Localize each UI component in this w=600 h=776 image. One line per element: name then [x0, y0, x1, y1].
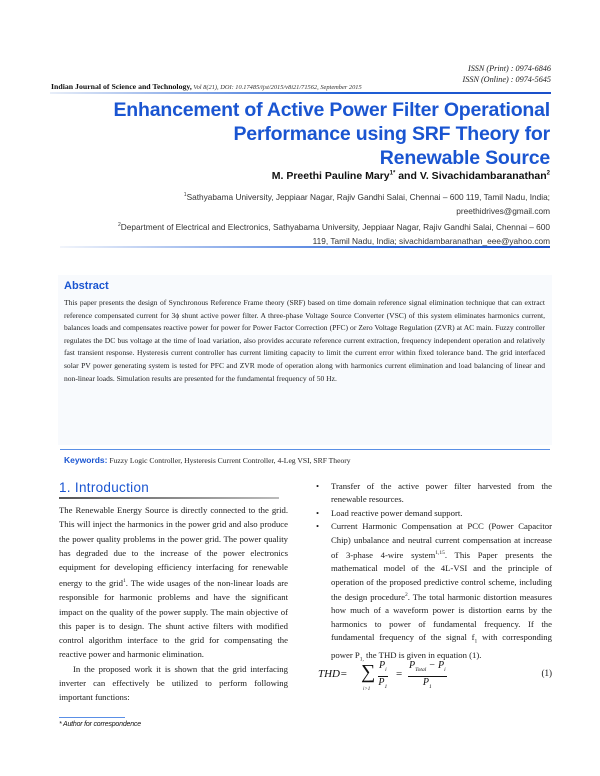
equals-sign: = [396, 668, 403, 680]
para1-text: The Renewable Energy Source is directly connected to the grid. This will inject the harmonics in the power grid and also produce the power quality problems in the power grid. The power quality has degraded due to the increase of the power electronics equipment for developing efficiency interfacing for renewable energy to the grid [59, 505, 288, 589]
fraction-2-numerator [408, 660, 447, 677]
issn-online: ISSN (Online) : 0974-5645 [462, 75, 551, 84]
bullet-icon: • [316, 481, 320, 491]
introduction-heading: 1. Introduction [59, 480, 150, 495]
affiliation-1-line1: Sathyabama University, Jeppiaar Nagar, Rajiv Gandhi Salai, Chennai – 600 119, Tamil Nadu, India; [186, 191, 550, 202]
subscript: 1 [428, 684, 432, 690]
title-line-2: Performance using SRF Theory for [233, 123, 550, 145]
bullet-icon: • [316, 521, 320, 532]
list-item-cont2: . The total harmonic distortion measures how much of a waveform power is distortion earns by the harmonics to power of fundamental frequency. If the fundamental frequency of the signal f [331, 592, 552, 643]
keywords-text: Fuzzy Logic Controller, Hysteresis Current Controller, 4-Leg VSI, SRF Theory [107, 456, 351, 465]
fraction-2 [408, 660, 447, 693]
minus-term: − P [426, 660, 445, 671]
list-item [316, 507, 552, 520]
fraction-1-denominator [378, 677, 388, 693]
author-2-sup: 2 [546, 170, 550, 177]
author-list [272, 170, 550, 182]
journal-citation [51, 82, 362, 91]
sum-icon: ∑ [361, 661, 376, 683]
citation-ref[interactable]: 2 [404, 592, 408, 599]
fraction-1-numerator [378, 660, 388, 677]
bullet-icon: • [316, 507, 320, 518]
list-item [316, 480, 552, 507]
footnote-divider [59, 717, 125, 718]
left-column [59, 503, 288, 704]
intro-paragraph-1 [59, 503, 288, 662]
thd-equation [316, 660, 552, 700]
journal-meta: Vol 8(21), DOI: 10.17485/ijst/2015/v8i21/71562, September 2015 [191, 84, 362, 91]
subscript: Total [415, 667, 427, 673]
abstract-text: This paper presents the design of Synchronous Reference Frame theory (SRF) based on time domain reference signal elimination technique that can extract reference compensated current for 3ϕ shunt active power filter. A three-phase Voltage Source Converter (VSC) of this system eliminates harmonics current, balances loads and compensates reactive power for power for Power Factor Correction (PFC) or Zero Voltage Regulation (ZVR) at AC main. Fuzzy controller regulates the DC bus voltage at the time of load variation, also provides accurate reference current extraction, frequency independent operation and relatively fast transient response. Hysteresis current controller has current limiting capacity to limit the current error within fixed tolerance band. The grid interfaced solar PV power generating system is tested for PFC and ZVR mode of operation along with harmonics current elimination and load balancing of linear and non-linear loads. Simulation results are presented for the fundamental frequency of 50 Hz. [64, 298, 545, 383]
affiliation-2-sup: 2 [118, 221, 121, 228]
paper-title [70, 98, 550, 170]
keywords-label: Keywords: [64, 455, 108, 465]
sum-subscript: i>1 [363, 687, 371, 692]
title-line-1: Enhancement of Active Power Filter Operational [113, 99, 550, 121]
list-item-cont3: with corresponding power P [331, 632, 552, 661]
equation-number: (1) [541, 668, 552, 678]
abstract-divider [60, 246, 550, 248]
author-1-sup: 1* [389, 170, 396, 177]
affiliation-2-line1: Department of Electrical and Electronics, Sathyabama University, Jeppiaar Nagar, Rajiv Gandhi Salai, Chennai – 600 [120, 221, 550, 232]
p-symbol: P [409, 660, 416, 671]
p-symbol: P [379, 660, 386, 671]
fraction-2-denominator [408, 677, 447, 693]
list-item-text: Current Harmonic Compensation at PCC (Power Capacitor Chip) unbalance and neutral current compensation at increase of 3-phase 4-wire system [331, 521, 552, 560]
affiliation-2 [50, 218, 550, 234]
affiliation-1-sup: 1 [183, 192, 187, 198]
citation-ref[interactable]: 1,15 [435, 550, 445, 557]
subscript: 1 [384, 684, 388, 690]
list-item-cont: . This Paper presents the mathematical model of the 4L-VSI and the principle of operation of the proposed predictive control scheme, including the design procedure [331, 549, 552, 603]
abstract-heading: Abstract [64, 280, 109, 292]
equals-sign: = [340, 668, 348, 680]
list-item-text: Load reactive power demand support. [331, 507, 463, 518]
p-symbol: P [378, 677, 385, 688]
footnote: * Author for correspondence [59, 721, 141, 728]
right-column [316, 480, 552, 668]
p-symbol: P [422, 677, 429, 688]
keywords [64, 455, 351, 465]
subscript: i [385, 667, 387, 673]
introduction-divider [59, 497, 279, 499]
subscript: 1 [474, 638, 478, 645]
subscript: 1, [359, 657, 364, 664]
keywords-divider [60, 449, 550, 450]
journal-name: Indian Journal of Science and Technology, [51, 82, 192, 91]
fraction-1 [378, 660, 388, 693]
author-conj: and [395, 170, 420, 182]
list-item [316, 520, 552, 667]
author-2: V. Sivachidambaranathan [419, 170, 547, 182]
thd-symbol: THD [318, 668, 341, 680]
equation-lhs [318, 668, 347, 680]
function-list [316, 480, 552, 668]
list-item-text: Transfer of the active power filter harvested from the renewable resources. [331, 481, 552, 505]
intro-paragraph-2: In the proposed work it is shown that the grid interfacing inverter can effectively be utilized to perform following important functions: [59, 663, 288, 703]
affiliation-2-line2[interactable]: 119, Tamil Nadu, India; sivachidambaranathan_eee@yahoo.com [312, 235, 550, 246]
author-1: M. Preethi Pauline Mary [271, 170, 390, 182]
issn-block [463, 63, 551, 85]
issn-print: ISSN (Print) : 0974-6846 [467, 64, 551, 73]
affiliations [50, 188, 550, 248]
affiliation-1 [50, 188, 550, 204]
title-line-3: Renewable Source [379, 147, 550, 169]
header-divider [50, 92, 551, 94]
citation-ref[interactable]: 1 [122, 578, 126, 585]
affiliation-1-email[interactable]: preethidrives@gmail.com [456, 205, 550, 216]
para1-cont: . The wide usages of the non-linear loads are responsible for harmonic problems and have the significant impact on the quality of the power supply. The main objective of this paper is to design. The shunt active filters with modified control algorithm interface to the grid for compensating the reactive power and harmonic elimination. [59, 578, 288, 660]
list-item-cont4: the THD is given in equation (1). [363, 650, 482, 661]
subscript: i [444, 667, 446, 673]
